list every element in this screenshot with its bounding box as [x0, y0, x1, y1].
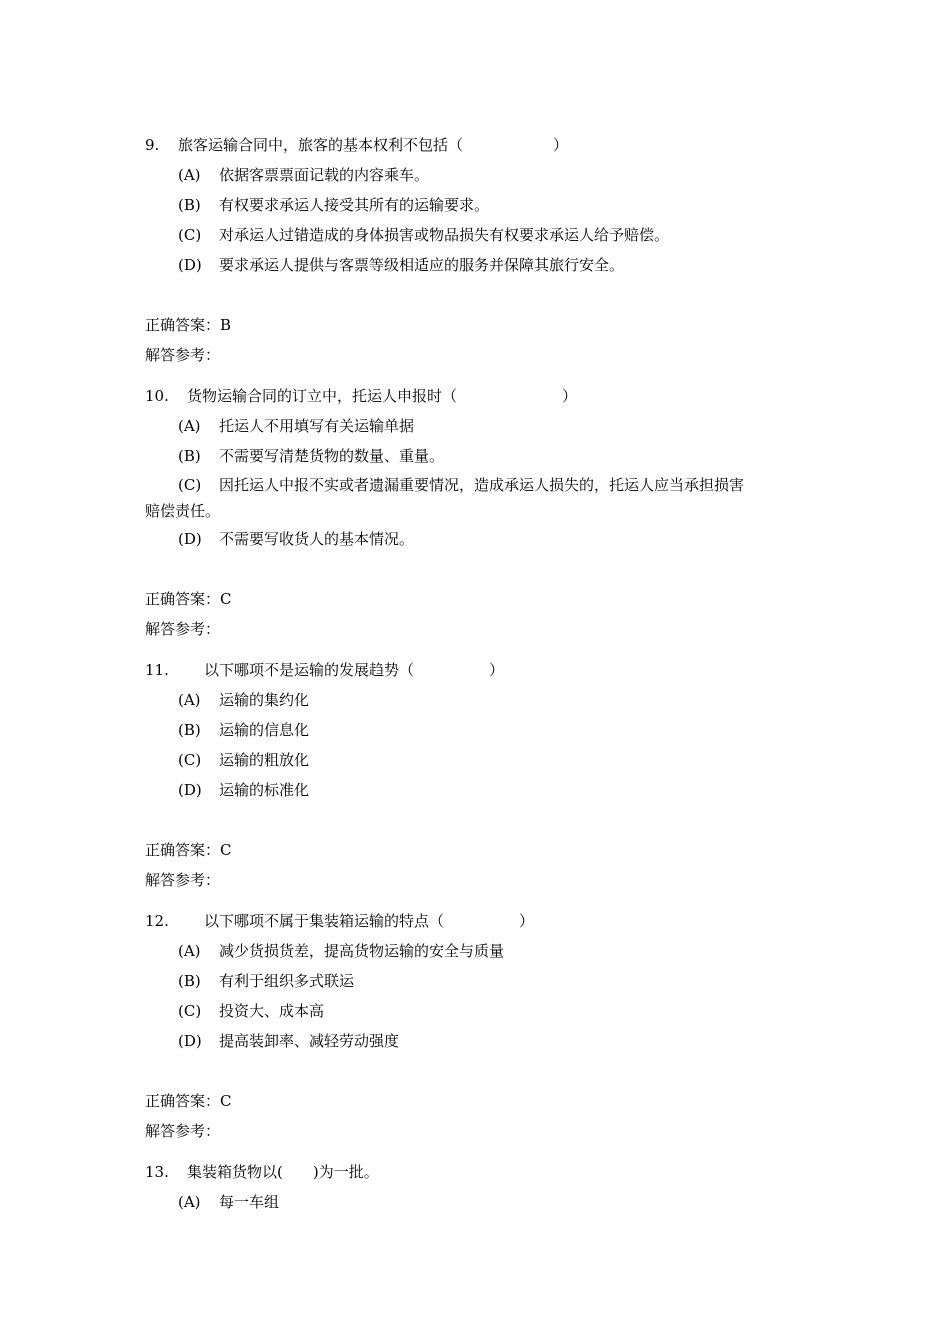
- option-text: 因托运人中报不实或者遗漏重要情况，造成承运人损失的，托运人应当承担损害: [219, 476, 745, 494]
- option-label: (C): [178, 751, 202, 769]
- option-label: (D): [178, 530, 202, 548]
- option-label: (C): [178, 476, 202, 494]
- option-label: (A): [178, 942, 201, 960]
- option-text-continuation: 赔偿责任。: [145, 502, 221, 520]
- option-text: 有利于组织多式联运: [219, 972, 355, 990]
- option-text: 要求承运人提供与客票等级相适应的服务并保障其旅行安全。: [219, 256, 625, 274]
- option-label: (C): [178, 226, 202, 244]
- option-text: 依据客票票面记载的内容乘车。: [219, 166, 430, 184]
- option-label: (A): [178, 691, 201, 709]
- option-label: (A): [178, 1193, 201, 1211]
- reference-text: 解答参考：: [145, 1122, 221, 1140]
- question-text: 货物运输合同的订立中，托运人申报时（ ）: [187, 387, 578, 405]
- question-text: 以下哪项不属于集装箱运输的特点（ ）: [204, 912, 535, 930]
- option-text: 运输的集约化: [219, 691, 310, 709]
- option-label: (A): [178, 417, 201, 435]
- option-text: 运输的粗放化: [219, 751, 310, 769]
- option-label: (D): [178, 781, 202, 799]
- answer-text: 正确答案：C: [145, 841, 232, 859]
- option-label: (D): [178, 256, 202, 274]
- option-label: (B): [178, 721, 201, 739]
- option-text: 提高装卸率、减轻劳动强度: [219, 1032, 400, 1050]
- question-text: 集装箱货物以( )为一批。: [187, 1163, 379, 1181]
- question-number: 10.: [145, 387, 169, 405]
- answer-text: 正确答案：C: [145, 590, 232, 608]
- option-text: 投资大、成本高: [219, 1002, 325, 1020]
- question-text: 以下哪项不是运输的发展趋势（ ）: [204, 661, 505, 679]
- question-number: 9.: [145, 136, 160, 154]
- option-text: 对承运人过错造成的身体损害或物品损失有权要求承运人给予赔偿。: [219, 226, 670, 244]
- question-number: 13.: [145, 1163, 169, 1181]
- option-label: (B): [178, 196, 201, 214]
- question-number: 11.: [145, 661, 169, 679]
- option-label: (B): [178, 972, 201, 990]
- answer-text: 正确答案：B: [145, 316, 232, 334]
- question-text: 旅客运输合同中，旅客的基本权利不包括（ ）: [178, 136, 569, 154]
- option-label: (A): [178, 166, 201, 184]
- option-text: 运输的信息化: [219, 721, 310, 739]
- option-label: (C): [178, 1002, 202, 1020]
- option-text: 运输的标准化: [219, 781, 310, 799]
- reference-text: 解答参考：: [145, 871, 221, 889]
- option-text: 不需要写收货人的基本情况。: [219, 530, 415, 548]
- option-label: (B): [178, 447, 201, 465]
- option-text: 有权要求承运人接受其所有的运输要求。: [219, 196, 490, 214]
- option-text: 不需要写清楚货物的数量、重量。: [219, 447, 445, 465]
- reference-text: 解答参考：: [145, 346, 221, 364]
- question-number: 12.: [145, 912, 169, 930]
- option-label: (D): [178, 1032, 202, 1050]
- answer-text: 正确答案：C: [145, 1092, 232, 1110]
- option-text: 每一车组: [219, 1193, 280, 1211]
- option-text: 减少货损货差，提高货物运输的安全与质量: [219, 942, 505, 960]
- reference-text: 解答参考：: [145, 620, 221, 638]
- option-text: 托运人不用填写有关运输单据: [219, 417, 415, 435]
